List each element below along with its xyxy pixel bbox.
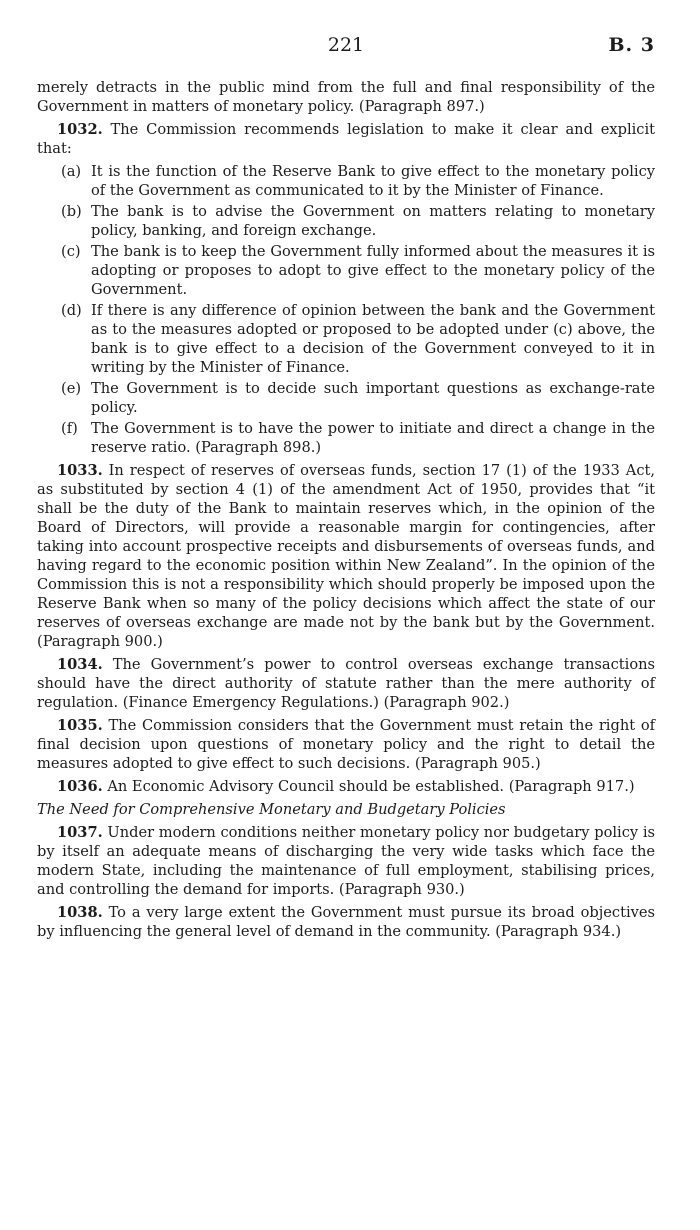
paragraph-number: 1035. [57,717,103,734]
list-item [61,301,655,377]
paragraph-1035 [37,716,655,773]
item-text: The bank is to advise the Government on matters relating to monetary policy, banking, and foreign exchange. [91,203,655,239]
paragraph-number: 1037. [57,824,103,841]
item-label: (c) [61,243,81,260]
paragraph-1032 [37,120,655,158]
section-heading: The Need for Comprehensive Monetary and Budgetary Policies [37,801,506,818]
paragraph-text: An Economic Advisory Council should be established. (Paragraph 917.) [107,778,635,795]
paragraph-1037 [37,823,655,899]
item-label: (a) [61,163,82,180]
body-text [37,78,655,945]
paragraph-text: In respect of reserves of overseas funds, section 17 (1) of the 1933 Act, as substituted by section 4 (1) of the amendment Act of 1950, provides that “it shall be the duty of the Bank to maintain reserves which, in the opinion of the Board of Directors, will provide a reasonable margin for contingencies, after taking into account prospective receipts and disbursements of overseas funds, and having regard to the economic position within New Zealand”. In the opinion of the Commission this is not a responsibility which should properly be imposed upon the Reserve Bank when so many of the policy decisions which affect the state of our reserves of overseas exchange are made not by the bank but by the Government. (Paragraph 900.) [37,462,655,650]
list-item [61,419,655,457]
recommendation-list [61,162,655,457]
paragraph-number: 1033. [57,462,103,479]
paragraph-text: The Commission recommends legislation to make it clear and explicit that: [37,121,656,157]
item-text: It is the function of the Reserve Bank to give effect to the monetary policy of the Government as communicated to it by the Minister of Finance. [91,163,655,199]
document-reference: B. 3 [608,34,655,56]
page-header [37,34,655,60]
paragraph-number: 1032. [57,121,103,138]
paragraph-text: To a very large extent the Government must pursue its broad objectives by influencing the general level of demand in the community. (Paragraph 934.) [37,904,655,940]
paragraph-number: 1034. [57,656,103,673]
paragraph-number: 1036. [57,778,103,795]
item-text: The Government is to have the power to initiate and direct a change in the reserve ratio. (Paragraph 898.) [91,420,655,456]
list-item [61,162,655,200]
paragraph-1036 [37,777,655,796]
list-item [61,202,655,240]
item-text: The Government is to decide such important questions as exchange-rate policy. [91,380,655,416]
item-label: (d) [61,302,82,319]
paragraph-text: The Government’s power to control overseas exchange transactions should have the direct authority of statute rather than the mere authority of regulation. (Finance Emergency Regulations.) (Paragraph 902.) [37,656,655,711]
item-label: (f) [61,420,78,437]
item-text: If there is any difference of opinion between the bank and the Government as to the measures adopted or proposed to be adopted under (c) above, the bank is to give effect to a decision of the Government conveyed to it in writing by the Minister of Finance. [91,302,655,376]
paragraph-1034 [37,655,655,712]
page-number: 221 [327,34,365,56]
paragraph-1033 [37,461,655,651]
item-label: (b) [61,203,82,220]
paragraph-1038 [37,903,655,941]
paragraph-text: Under modern conditions neither monetary policy nor budgetary policy is by itself an adequate means of discharging the very wide tasks which face the modern State, including the maintenance of full employment, stabilising prices, and controlling the demand for imports. (Paragraph 930.) [37,824,655,898]
list-item [61,379,655,417]
paragraph-number: 1038. [57,904,103,921]
continuation-paragraph: merely detracts in the public mind from the full and final responsibility of the Government in matters of monetary policy. (Paragraph 897.) [37,79,655,115]
item-label: (e) [61,380,82,397]
paragraph-text: The Commission considers that the Government must retain the right of final decision upon questions of monetary policy and the right to detail the measures adopted to give effect to such decisions. (Paragraph 905.) [37,717,656,772]
item-text: The bank is to keep the Government fully informed about the measures it is adopting or proposes to adopt to give effect to the monetary policy of the Government. [91,243,655,298]
list-item [61,242,655,299]
